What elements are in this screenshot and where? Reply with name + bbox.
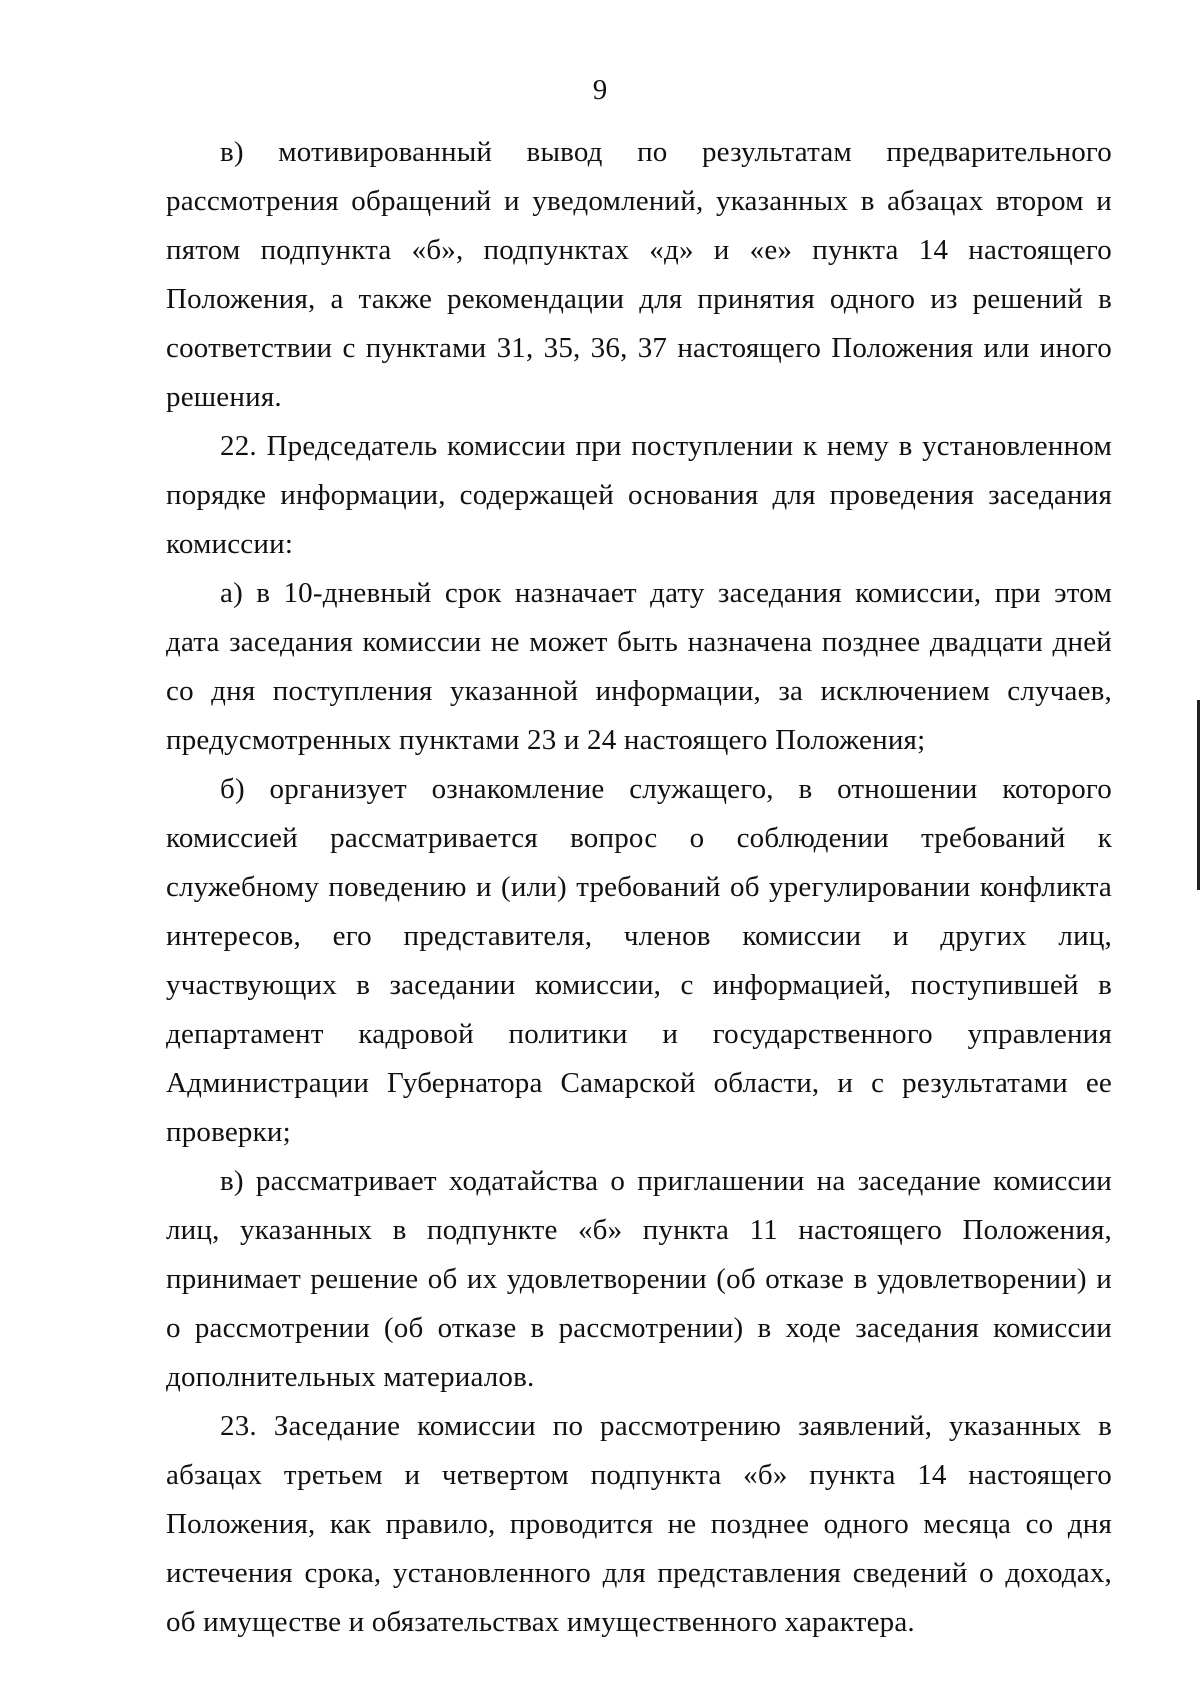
paragraph-23-meeting-timing: 23. Заседание комиссии по рассмотрению заявлений, указанных в абзацах третьем и четвертом подпункта «б» пункта 14 настоящего Положения, как правило, проводится не позднее одного месяца со дня истечения срока, установленного для представления сведений о доходах, об имуществе и обязательствах имущественного характера. <box>166 1410 1112 1638</box>
page-number: 9 <box>592 74 608 106</box>
paragraph-22-chairman: 22. Председатель комиссии при поступлении к нему в установленном порядке информации, содержащей основания для проведения заседания комиссии: <box>166 430 1112 560</box>
document-body <box>166 128 1112 1647</box>
paragraph-v-motivated-conclusion: в) мотивированный вывод по результатам предварительного рассмотрения обращений и уведомлений, указанных в абзацах втором и пятом подпункта «б», подпунктах «д» и «е» пункта 14 настоящего Положения, а также рекомендации для принятия одного из решений в соответствии с пунктами 31, 35, 36, 37 настоящего Положения или иного решения. <box>166 136 1112 413</box>
paragraph-a-meeting-date: а) в 10-дневный срок назначает дату заседания комиссии, при этом дата заседания комиссии не может быть назначена позднее двадцати дней со дня поступления указанной информации, за исключением случаев, предусмотренных пунктами 23 и 24 настоящего Положения; <box>166 577 1112 756</box>
paragraph-b-familiarization: б) организует ознакомление служащего, в отношении которого комиссией рассматривается вопрос о соблюдении требований к служебному поведению и (или) требований об урегулировании конфликта интересов, его представителя, членов комиссии и других лиц, участвующих в заседании комиссии, с информацией, поступившей в департамент кадровой политики и государственного управления Администрации Губернатора Самарской области, и с результатами ее проверки; <box>166 773 1112 1148</box>
paragraph-v-petitions: в) рассматривает ходатайства о приглашении на заседание комиссии лиц, указанных в подпункте «б» пункта 11 настоящего Положения, принимает решение об их удовлетворении (об отказе в удовлетворении) и о рассмотрении (об отказе в рассмотрении) в ходе заседания комиссии дополнительных материалов. <box>166 1165 1112 1393</box>
